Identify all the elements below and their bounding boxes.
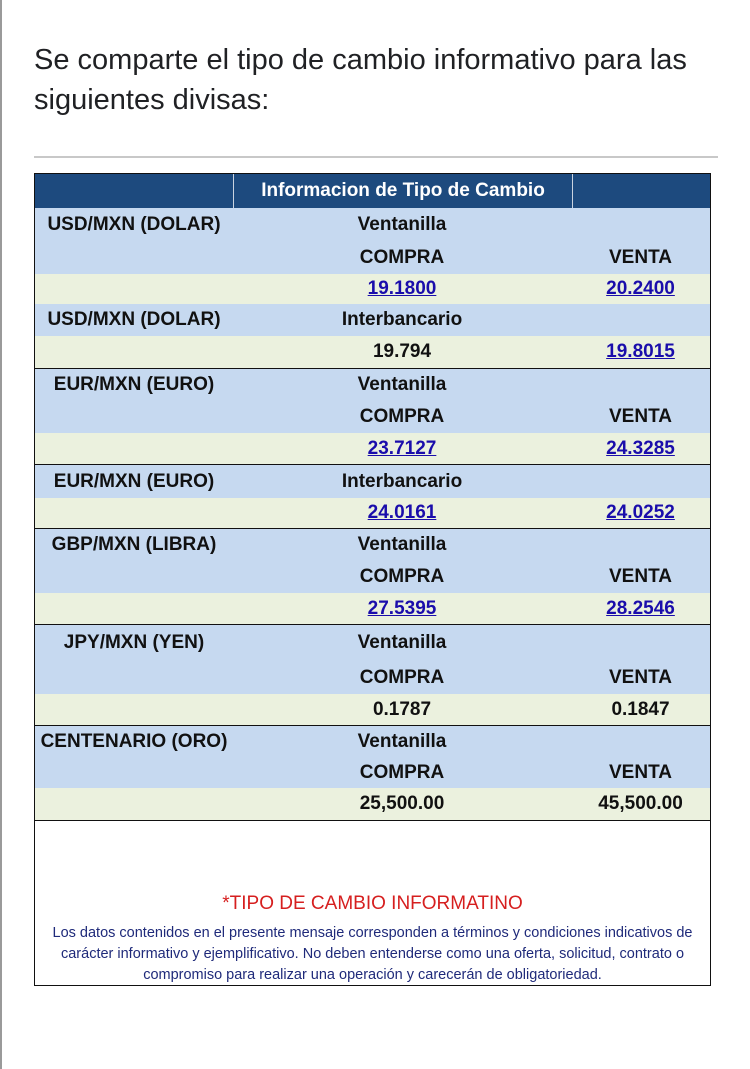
market-label: Ventanilla <box>357 374 447 395</box>
buy-value-link[interactable]: 19.1800 <box>367 278 437 299</box>
market-label: Interbancario <box>341 471 463 492</box>
compra-label: COMPRA <box>359 762 445 783</box>
sell-value-link[interactable]: 28.2546 <box>606 598 675 619</box>
compra-label: COMPRA <box>359 247 445 268</box>
jpy-ventanilla-values-row <box>35 694 710 725</box>
market-label: Interbancario <box>341 309 463 330</box>
market-label: Ventanilla <box>357 534 447 555</box>
currency-label: EUR/MXN (EURO) <box>53 374 215 395</box>
venta-label: VENTA <box>609 406 672 427</box>
currency-label: GBP/MXN (LIBRA) <box>51 534 217 555</box>
buy-value: 25,500.00 <box>359 793 445 814</box>
currency-label: JPY/MXN (YEN) <box>63 632 205 653</box>
gbp-ventanilla-values-row <box>35 593 710 624</box>
eur-interbancario-values-row <box>35 498 710 528</box>
oro-ventanilla-labels-row <box>35 758 710 788</box>
gbp-ventanilla-labels-row <box>35 561 710 593</box>
compra-label: COMPRA <box>359 566 445 587</box>
buy-value-link[interactable]: 23.7127 <box>367 438 437 459</box>
intro-text: Se comparte el tipo de cambio informativo para las siguientes divisas: <box>34 44 687 116</box>
currency-label: USD/MXN (DOLAR) <box>47 214 221 235</box>
sell-value: 0.1847 <box>611 699 670 720</box>
jpy-ventanilla-labels-row <box>35 662 710 694</box>
venta-label: VENTA <box>609 762 672 783</box>
buy-value: 0.1787 <box>372 699 432 720</box>
sell-value-link[interactable]: 24.3285 <box>606 438 675 459</box>
disclaimer-title: *TIPO DE CAMBIO INFORMATINO <box>222 893 523 914</box>
buy-value-link[interactable]: 27.5395 <box>367 598 437 619</box>
eur-interbancario-header-row <box>35 464 710 498</box>
market-label: Ventanilla <box>357 214 447 235</box>
sell-value: 45,500.00 <box>598 793 683 814</box>
currency-label: CENTENARIO (ORO) <box>40 731 228 752</box>
left-border <box>0 0 2 1069</box>
disclaimer-box <box>35 820 710 985</box>
usd-interbancario-header-row <box>35 304 710 336</box>
compra-label: COMPRA <box>359 406 445 427</box>
venta-label: VENTA <box>609 667 672 688</box>
gbp-ventanilla-header-row <box>35 528 710 561</box>
eur-ventanilla-header-row <box>35 368 710 401</box>
usd-ventanilla-header-row <box>35 208 710 241</box>
market-label: Ventanilla <box>357 632 447 653</box>
buy-value: 19.794 <box>372 341 432 362</box>
oro-ventanilla-values-row <box>35 788 710 820</box>
buy-value-link[interactable]: 24.0161 <box>367 502 437 523</box>
table-header <box>35 174 710 208</box>
sell-value-link[interactable]: 19.8015 <box>606 341 675 362</box>
usd-interbancario-values-row <box>35 336 710 368</box>
market-label: Ventanilla <box>357 731 447 752</box>
usd-ventanilla-labels-row <box>35 241 710 274</box>
sell-value-link[interactable]: 20.2400 <box>606 278 675 299</box>
usd-ventanilla-values-row <box>35 274 710 304</box>
currency-label: USD/MXN (DOLAR) <box>47 309 221 330</box>
venta-label: VENTA <box>609 247 672 268</box>
jpy-ventanilla-header-row <box>35 624 710 662</box>
currency-label: EUR/MXN (EURO) <box>53 471 215 492</box>
compra-label: COMPRA <box>359 667 445 688</box>
sell-value-link[interactable]: 24.0252 <box>606 502 675 523</box>
disclaimer-text: Los datos contenidos en el presente mensaje corresponden a términos y condiciones indicativos de carácter informativo y ejemplificativo. No deben entenderse como una oferta, solicitud, contrato o compromiso para realizar una operación y carecerán de obligatoriedad. <box>52 925 693 983</box>
eur-ventanilla-labels-row <box>35 401 710 433</box>
eur-ventanilla-values-row <box>35 433 710 464</box>
oro-ventanilla-header-row <box>35 725 710 758</box>
divider <box>34 156 718 158</box>
venta-label: VENTA <box>609 566 672 587</box>
exchange-rate-table <box>34 173 711 986</box>
table-title: Informacion de Tipo de Cambio <box>233 174 573 208</box>
